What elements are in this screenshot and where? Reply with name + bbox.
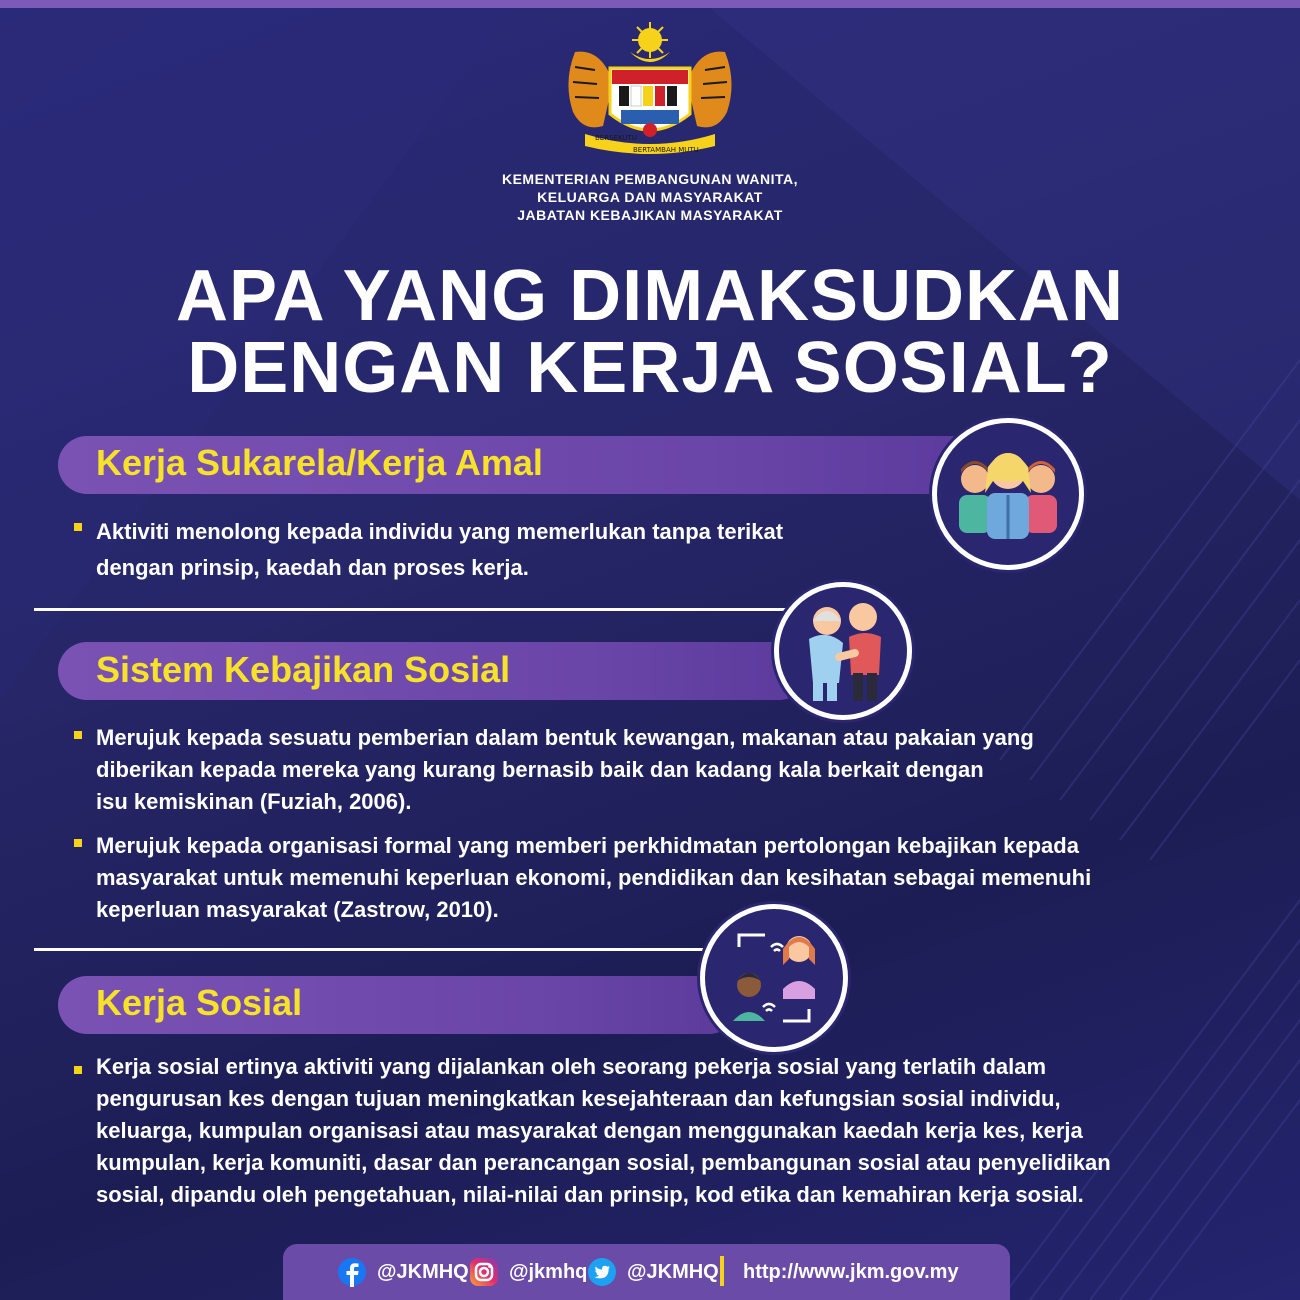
twitter-handle: @JKMHQ [627, 1260, 719, 1283]
website-link[interactable] [743, 1258, 959, 1286]
bullet-marker [74, 523, 82, 531]
ministry-line-3: JABATAN KEBAJIKAN MASYARAKAT [517, 207, 783, 223]
video-call-icon [700, 904, 848, 1052]
helping-hand-icon [774, 582, 912, 720]
top-accent-bar [0, 0, 1300, 8]
twitter-link[interactable] [587, 1258, 719, 1286]
instagram-icon [469, 1257, 499, 1287]
crest-motto-bottom: BERTAMBAH MUTU [633, 146, 699, 154]
bullet-marker [74, 1066, 82, 1074]
bullet-marker [74, 731, 82, 739]
section-3-bullet-1: Kerja sosial ertinya aktiviti yang dijalankan oleh seorang pekerja sosial yang terlatih dalam pengurusan kes dengan tujuan meningkatkan kesejahteraan dan kefungsian sosial individu, keluarga, kumpulan organisasi atau masyarakat dengan menggunakan kaedah kerja kes, kerja kumpulan, kerja komuniti, dasar dan perancangan sosial, pembangunan sosial atau penyelidikan sosial, dipandu oleh pengetahuan, nilai-nilai dan prinsip, kod etika dan kemahiran kerja sosial. [96, 1054, 1111, 1207]
section-divider-2 [34, 948, 734, 951]
facebook-handle: @JKMHQ [377, 1260, 469, 1283]
coat-of-arms-logo [555, 22, 745, 162]
section-1-bullet-1: Aktiviti menolong kepada individu yang memerlukan tanpa terikat dengan prinsip, kaedah dan proses kerja. [96, 519, 784, 580]
section-2-bullet-1: Merujuk kepada sesuatu pemberian dalam bentuk kewangan, makanan atau pakaian yang diberikan kepada mereka yang kurang bernasib baik dan kadang kala berkait dengan isu kemiskinan (Fuziah, 2006). [96, 725, 1034, 814]
section-divider-1 [34, 608, 814, 611]
instagram-handle: @jkmhq [509, 1260, 588, 1283]
facebook-icon [337, 1257, 367, 1287]
facebook-link[interactable] [337, 1258, 469, 1286]
section-2-bullet-2: Merujuk kepada organisasi formal yang memberi perkhidmatan pertolongan kebajikan kepada masyarakat untuk memenuhi keperluan ekonomi, pendidikan dan kesihatan sebagai memenuhi keperluan masyarakat (Zastrow, 2010). [96, 833, 1092, 922]
ministry-line-2: KELUARGA DAN MASYARAKAT [537, 189, 763, 205]
section-title-sistem-kebajikan: Sistem Kebajikan Sosial [96, 649, 511, 690]
ministry-line-1: KEMENTERIAN PEMBANGUNAN WANITA, [501, 171, 798, 187]
page-title-line-1: APA YANG DIMAKSUDKAN [175, 256, 1125, 336]
section-title-kerja-sosial: Kerja Sosial [96, 982, 303, 1023]
footer-separator [720, 1256, 724, 1286]
website-url: http://www.jkm.gov.my [743, 1260, 959, 1283]
ministry-name [0, 170, 1300, 224]
instagram-link[interactable] [469, 1258, 587, 1286]
section-title-kerja-sukarela: Kerja Sukarela/Kerja Amal [96, 442, 543, 483]
page-title [0, 256, 1300, 408]
page-title-line-2: DENGAN KERJA SOSIAL? [187, 328, 1113, 408]
group-people-icon [932, 418, 1084, 570]
crest-motto-left: BERSEKUTU [595, 134, 637, 142]
social-footer [283, 1244, 1010, 1300]
twitter-icon [587, 1257, 617, 1287]
bullet-marker [74, 839, 82, 847]
